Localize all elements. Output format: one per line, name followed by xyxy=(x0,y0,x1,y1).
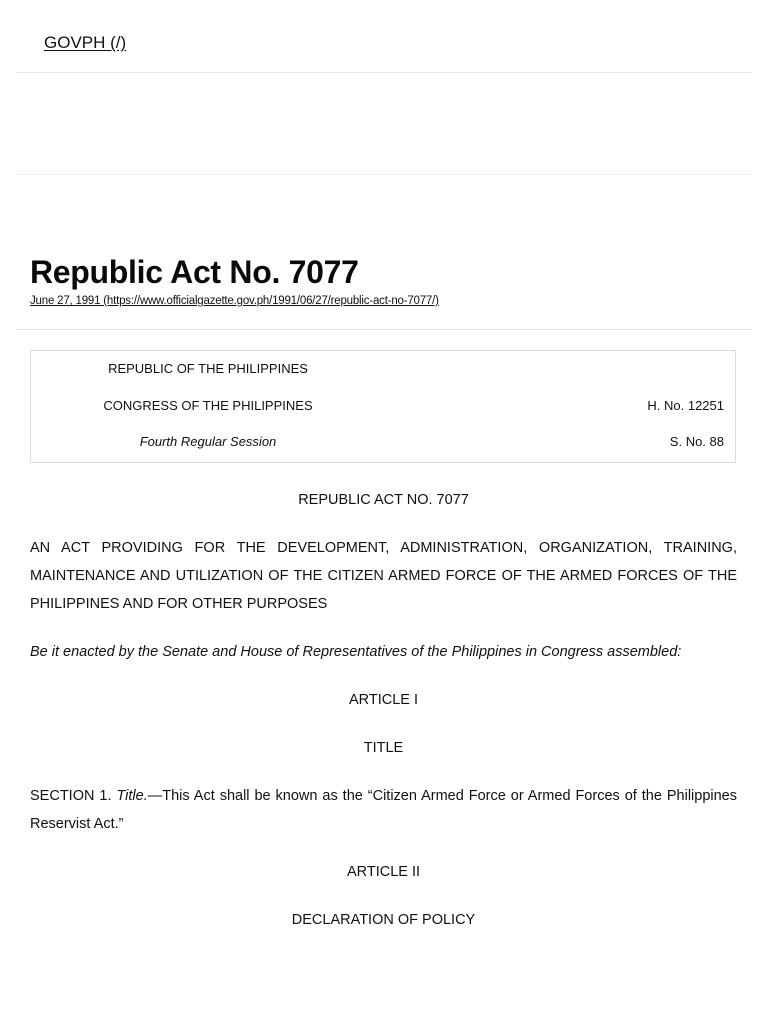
section-1-caption: Title. xyxy=(116,788,148,804)
enacting-clause: Be it enacted by the Senate and House of Representatives of the Philippines in Congress assembled: xyxy=(30,644,682,660)
banner-area xyxy=(16,73,752,175)
document-body xyxy=(30,486,737,954)
legislative-heading-table xyxy=(30,350,736,463)
republic-label: REPUBLIC OF THE PHILIPPINES xyxy=(108,361,308,376)
act-number: REPUBLIC ACT NO. 7077 xyxy=(298,492,469,508)
house-number: H. No. 12251 xyxy=(647,398,724,413)
article-header xyxy=(16,250,752,330)
article-1-heading: ARTICLE I xyxy=(348,692,419,708)
senate-number: S. No. 88 xyxy=(669,434,724,449)
heading-row-congress xyxy=(31,398,735,418)
session-label: Fourth Regular Session xyxy=(139,434,277,449)
article-1-title: TITLE xyxy=(363,740,404,756)
publication-date-link[interactable]: June 27, 1991 (https://www.officialgazette.gov.ph/1991/06/27/republic-act-no-7077/) xyxy=(30,295,439,307)
page-title: Republic Act No. 7077 xyxy=(30,254,359,290)
govph-home-link[interactable]: GOVPH (/) xyxy=(44,33,127,52)
act-title: AN ACT PROVIDING FOR THE DEVELOPMENT, ADMINISTRATION, ORGANIZATION, TRAINING, MAINTENANCE AND UTILIZATION OF THE CITIZEN ARMED FORCE OF THE ARMED FORCES OF THE PHILIPPINES AND FOR OTHER PURPOSES xyxy=(30,540,737,612)
section-1 xyxy=(30,782,737,838)
congress-label: CONGRESS OF THE PHILIPPINES xyxy=(103,398,313,413)
section-1-label: SECTION 1. xyxy=(30,788,112,804)
article-2-heading: ARTICLE II xyxy=(346,864,421,880)
heading-row-session xyxy=(31,434,735,454)
heading-row-republic xyxy=(31,361,735,381)
section-1-text: —This Act shall be known as the “Citizen Armed Force or Armed Forces of the Philippines Reservist Act.” xyxy=(30,788,737,832)
top-navigation-bar xyxy=(16,0,752,73)
article-2-title: DECLARATION OF POLICY xyxy=(291,912,476,928)
